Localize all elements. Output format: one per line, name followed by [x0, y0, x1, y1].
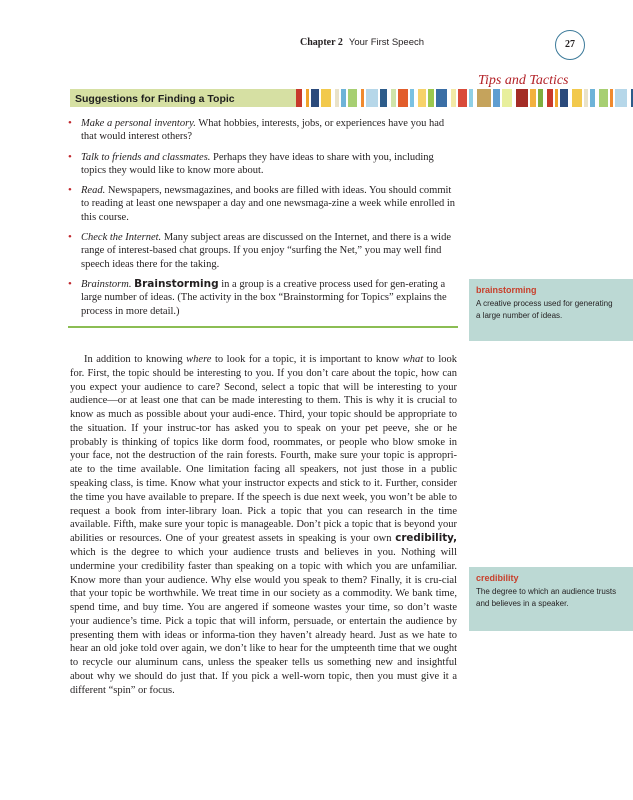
chapter-label: Chapter 2: [300, 37, 343, 48]
stripe: [502, 89, 512, 107]
stripe: [306, 89, 309, 107]
stripe: [584, 89, 588, 107]
emphasis-where: where: [186, 354, 212, 365]
stripe: [418, 89, 426, 107]
stripe: [398, 89, 408, 107]
item-text: Newspapers, newsmagazines, and books are filled with ideas. You should commit to reading at least one newspaper a day and one newsmaga-zine a week while enrolled in this course.: [81, 185, 456, 223]
stripe: [599, 89, 608, 107]
stripe: [590, 89, 595, 107]
list-item: [66, 278, 458, 318]
suggestion-list: [66, 117, 458, 325]
item-text: What hobbies, interests, jobs, or experiences have you had that would interest others?: [81, 118, 445, 143]
running-header: [300, 37, 470, 53]
stripe: [428, 89, 434, 107]
glossary-definition: A creative process used for generating a large number of ideas.: [476, 299, 613, 320]
glossary-box-brainstorming: [469, 279, 633, 341]
series-title: Tips and Tactics: [478, 73, 569, 88]
item-lead: Check the Internet.: [81, 232, 162, 244]
decorative-stripe-band: [296, 89, 633, 107]
glossary-box-credibility: [469, 567, 633, 631]
stripe: [572, 89, 582, 107]
list-item: [66, 117, 458, 144]
glossary-definition: The degree to which an audience trusts and believes in a speaker.: [476, 587, 617, 608]
stripe: [321, 89, 331, 107]
page-number: 27: [555, 30, 585, 60]
item-lead: Make a personal inventory.: [81, 118, 196, 129]
stripe: [361, 89, 364, 107]
glossary-term: brainstorming: [476, 285, 537, 295]
stripe: [348, 89, 357, 107]
glossary-term: credibility: [476, 573, 519, 583]
stripe: [436, 89, 447, 107]
stripe: [391, 89, 396, 107]
item-text: Many subject areas are discussed on the Internet, and there is a wide range of interest-based chat groups. If you enjoy “surfing the Net,” you may well find speech ideas there for the taking.: [81, 232, 451, 270]
key-term-credibility: credibility,: [395, 532, 457, 545]
item-lead: Brainstorm.: [81, 278, 132, 290]
body-text-run: to look for. First, the topic should be interesting to you. If you don’t care about the topic, how can you expect your audience to care? Second, select a topic that will be interesting to your audience—or at least one that can be made interesting to them. This is why it is crucial to know as much as possible about your audi-ence. Third, your topic should be appropriate to the situation. If your instruc-tor has asked you to speak on your pet peeve, she or he probably is thinking of topics like dorm food, roommates, or people who blow smoke in your face, not the destruction of the rain forests. Fourth, make sure your topic is appropri-ate to the time available. One limitation facing all speakers, not just those in a public speaking class, is time. Know what your instructor expects and stick to it. Further, consider the time you have available to prepare. If the speech is due next week, you won’t be able to request a book from inter-library loan. Pick a topic that you can research in the time available. Fifth, make sure your topic is manageable. Don’t pick a topic that is beyond your abilities or resources. One of your greatest assets in speaking is your own: [70, 354, 457, 545]
key-term: Brainstorming: [134, 277, 219, 290]
bullet-icon: •: [68, 184, 72, 197]
stripe: [335, 89, 339, 107]
stripe: [530, 89, 536, 107]
stripe: [410, 89, 414, 107]
chapter-title: Your First Speech: [348, 37, 425, 48]
stripe: [341, 89, 346, 107]
bullet-icon: •: [68, 117, 72, 129]
bullet-icon: •: [68, 277, 72, 290]
item-text: Perhaps they have ideas to share with you, including topics they would like to know more about.: [81, 151, 434, 176]
box-title: Suggestions for Finding a Topic: [75, 93, 235, 105]
body-text-run: to look for a topic, it is important to know: [211, 354, 403, 365]
item-lead: Read.: [81, 185, 106, 197]
bullet-icon: •: [68, 150, 72, 163]
stripe: [296, 89, 302, 107]
body-paragraph: [70, 353, 457, 698]
stripe: [560, 89, 568, 107]
item-text: in a group is a creative process used for gen-erating a large number of ideas. (The activity in the box “Brainstorming for Topics” explains the process in more detail.): [81, 278, 447, 317]
body-text-run: In addition to knowing: [84, 354, 187, 365]
stripe: [555, 89, 558, 107]
stripe: [516, 89, 528, 107]
list-item: [66, 184, 458, 224]
list-item: [66, 151, 458, 178]
stripe: [451, 89, 456, 107]
stripe: [610, 89, 613, 107]
stripe: [311, 89, 319, 107]
box-bottom-rule: [68, 326, 458, 328]
stripe: [366, 89, 378, 107]
stripe: [477, 89, 491, 107]
stripe: [538, 89, 543, 107]
stripe: [380, 89, 387, 107]
item-lead: Talk to friends and classmates.: [81, 151, 211, 163]
list-item: [66, 231, 458, 271]
stripe: [493, 89, 500, 107]
stripe: [458, 89, 467, 107]
bullet-icon: •: [68, 231, 72, 244]
emphasis-what: what: [402, 354, 424, 365]
body-text-run: which is the degree to which your audience trusts and believes in you. Nothing will undermine your credibility faster than speaking on a topic with which you are unfamiliar. Know more than your audience. Why else would you speak to them? Finally, it is cru-cial that your topic be worthwhile. We treat time in our society as a commodity. We bank time, spend time, and buy time. You are angered if someone wastes your time, so don’t waste your audience’s time. Pick a topic that will inform, persuade, or entertain the audience by presenting them with ideas or informa-tion they haven’t already heard. Just as we hate to hear an old joke told over again, we don’t like to hear for the umpteenth time that we ought to recycle our aluminum cans, unless the speaker tells us something new and insightful about why we should do just that. If you pick a well-worn topic, then you must give it a different “spin” or focus.: [70, 546, 457, 696]
stripe: [469, 89, 473, 107]
stripe: [615, 89, 627, 107]
stripe: [547, 89, 553, 107]
